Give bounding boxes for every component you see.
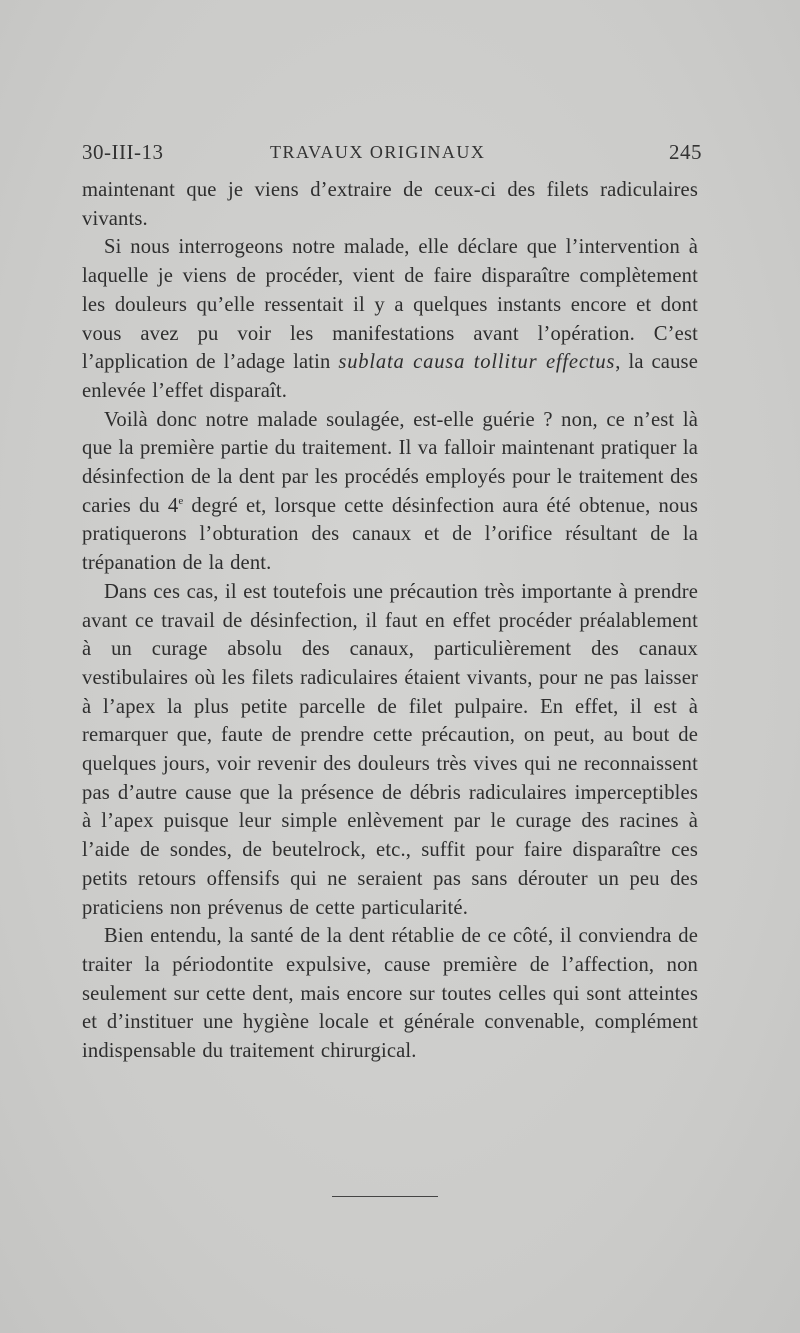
header-title: TRAVAUX ORIGINAUX [270,142,486,162]
paragraph-3-text-before: Voilà donc notre malade soulagée, est-elle guérie ? non, ce n’est là que la première partie du traitement. Il va falloir maintenant pratiquer la désinfection de la dent par les procédés employés pour le traitement des caries du 4 [82,408,698,517]
paragraph-4: Dans ces cas, il est toutefois une précaution très importante à prendre avant ce travail de désinfection, il faut en effet procéder préalablement à un curage absolu des canaux, particulièrement des canaux vestibulaires où les filets radiculaires étaient vivants, pour ne pas laisser à l’apex la plus petite parcelle de filet pulpaire. En effet, il est à remarquer que, faute de prendre cette précaution, on peut, au bout de quelques jours, voir revenir des douleurs très vives qui ne reconnaissent pas d’autre cause que la présence de débris radiculaires imperceptibles à l’apex puisque leur simple enlèvement par le curage des racines à l’aide de sondes, de beutelrock, etc., suffit pour faire disparaître ces petits retours offensifs qui ne seraient pas sans dérouter un peu des praticiens non prévenus de cette particularité. [82,580,698,919]
running-head [82,140,702,170]
degree-superscript: e [178,494,184,507]
paragraph-2-text-after: , la cause enlevée l’effet disparaît. [82,351,698,402]
end-rule [332,1196,438,1197]
paragraph-3-text-after: degré et, lorsque cette désinfection aura été obtenue, nous pratiquerons l’obturation des canaux et de l’orifice résultant de la trépanation de la dent. [82,494,698,575]
paragraph-2 [82,233,698,405]
paragraph-1: maintenant que je viens d’extraire de ceux-ci des filets radiculaires vivants. [82,179,698,230]
paragraph-2-text-before: Si nous interrogeons notre malade, elle déclare que l’intervention à laquelle je viens de procéder, vient de faire disparaître complètement les douleurs qu’elle ressentait il y a quelques instants encore et dont vous avez pu voir les manifestations avant l’opération. C’est l’application de l’adage latin [82,236,698,374]
body-text [82,176,698,1066]
header-date: 30-III-13 [82,140,164,164]
page-number: 245 [669,140,702,164]
latin-adage: sublata causa tollitur effectus [338,351,616,374]
paragraph-3 [82,406,698,578]
paragraph-5: Bien entendu, la santé de la dent rétablie de ce côté, il conviendra de traiter la périodontite expulsive, cause première de l’affection, non seulement sur cette dent, mais encore sur toutes celles qui sont atteintes et d’instituer une hygiène locale et générale convenable, complément indispensable du traitement chirurgical. [82,925,698,1063]
